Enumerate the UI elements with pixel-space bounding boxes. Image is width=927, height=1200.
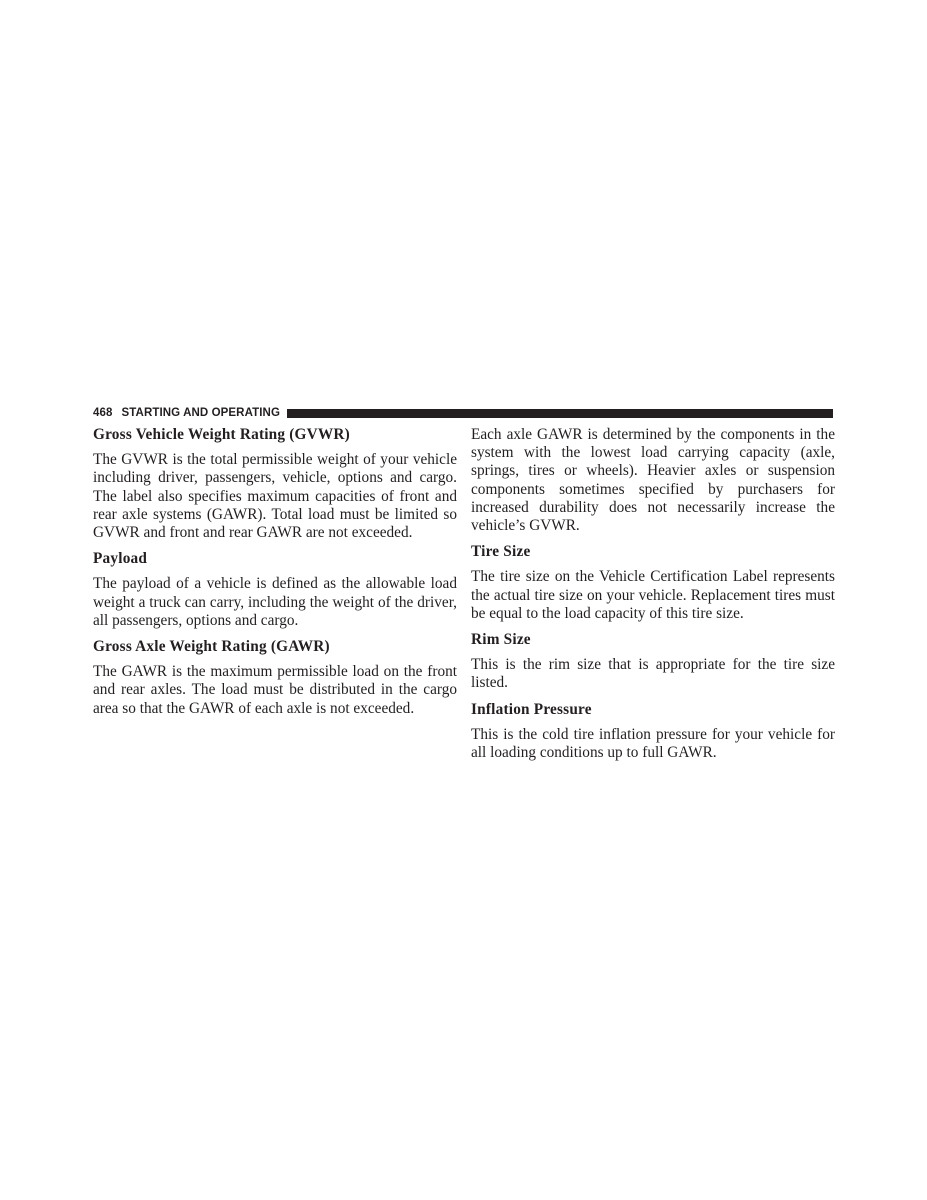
header-rule [287,409,833,418]
gvwr-text: The GVWR is the total permissible weight of your vehicle including driver, passengers, vehicle, options and cargo. The label also specifies maximum capacities of front and rear axle systems (GAWR). Total load must be limited so GVWR and front and rear GAWR are not exceeded. [93,451,457,542]
left-column [93,426,457,726]
gvwr-heading: Gross Vehicle Weight Rating (GVWR) [93,426,350,443]
section-title: STARTING AND OPERATING [121,407,281,419]
tire-size-text: The tire size on the Vehicle Certification Label represents the actual tire size on your vehicle. Replacement tires must be equal to the load capacity of this tire size. [471,568,835,622]
payload-text: The payload of a vehicle is defined as the allowable load weight a truck can carry, including the weight of the driver, all passengers, options and cargo. [93,575,457,629]
payload-heading: Payload [93,550,148,568]
inflation-pressure-heading: Inflation Pressure [471,700,592,718]
gawr-heading: Gross Axle Weight Rating (GAWR) [93,638,330,656]
rim-size-text: This is the rim size that is appropriate for the tire size listed. [471,656,835,692]
inflation-pressure-text: This is the cold tire inflation pressure for your vehicle for all loading conditions up to full GAWR. [471,725,835,762]
axle-gawr-text: Each axle GAWR is determined by the components in the system with the lowest load carrying capacity (axle, springs, tires or wheels). Heavier axles or suspension components sometimes specified by purchasers for increased durability does not necessarily increase the vehicle’s GVWR. [471,426,835,535]
gawr-text: The GAWR is the maximum permissible load on the front and rear axles. The load must be distributed in the cargo area so that the GAWR of each axle is not exceeded. [93,663,457,717]
tire-size-heading: Tire Size [471,543,531,561]
page-number: 468 [93,407,113,419]
rim-size-heading: Rim Size [471,631,531,649]
right-column [471,426,835,770]
page-header [93,405,833,421]
